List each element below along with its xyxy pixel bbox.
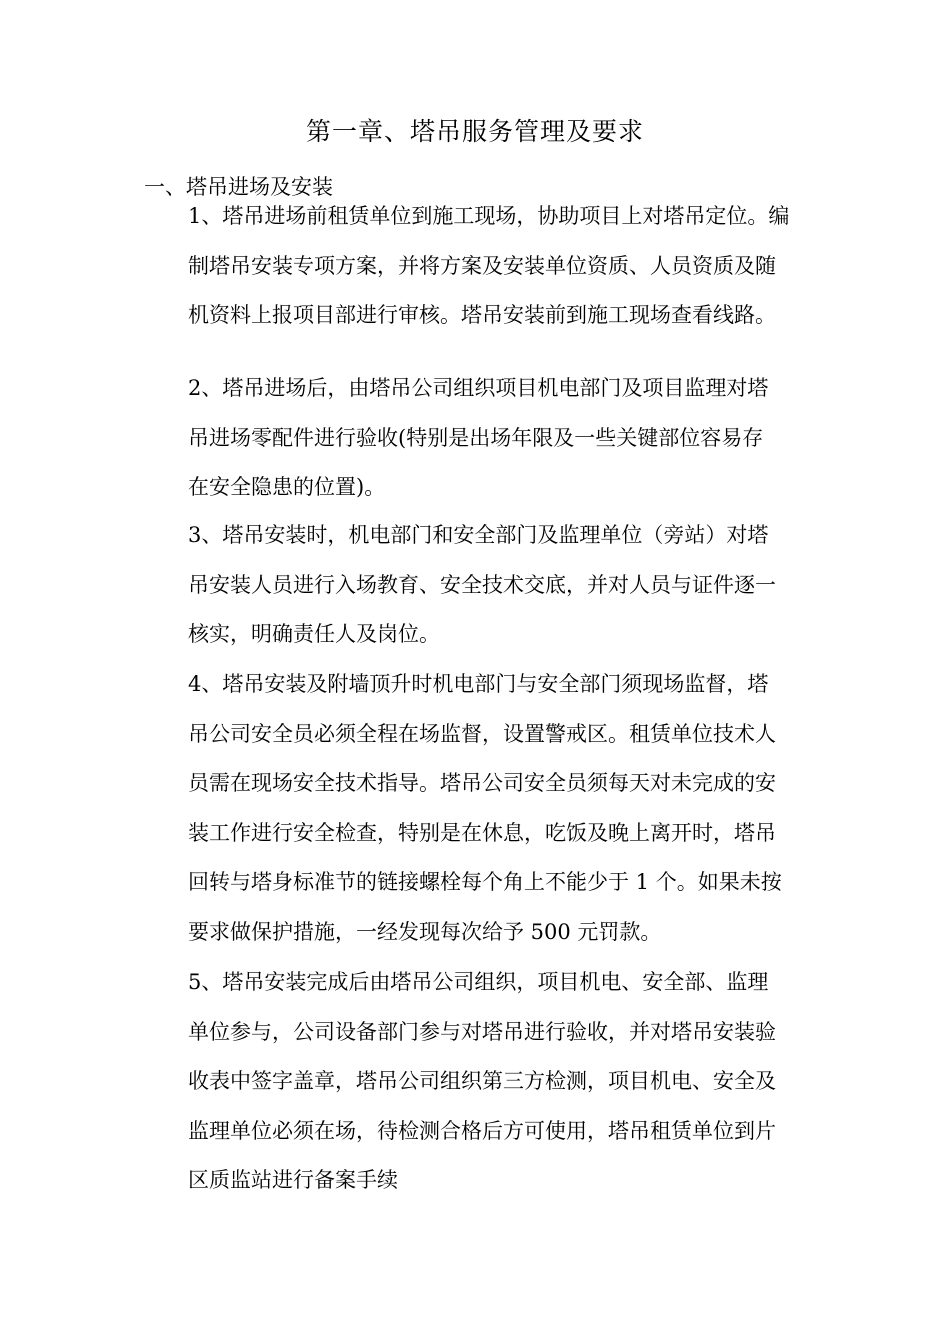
paragraph-line: 收表中签字盖章，塔吊公司组织第三方检测，项目机电、安全及 <box>188 1069 776 1093</box>
paragraph-line: 吊安装人员进行入场教育、安全技术交底，并对人员与证件逐一 <box>188 572 776 597</box>
page-title: 第一章、塔吊服务管理及要求 <box>305 117 644 146</box>
paragraph-line: 5、塔吊安装完成后由塔吊公司组织，项目机电、安全部、监理 <box>188 970 769 994</box>
paragraph-line: 制塔吊安装专项方案，并将方案及安装单位资质、人员资质及随 <box>188 253 776 278</box>
paragraph-3 <box>188 511 808 660</box>
paragraph-line: 吊进场零配件进行验收(特别是出场年限及一些关键部位容易存 <box>188 425 764 450</box>
paragraph-line: 核实，明确责任人及岗位。 <box>188 622 440 646</box>
paragraph-line: 在安全隐患的位置)。 <box>188 475 386 499</box>
paragraph-line: 装工作进行安全检查，特别是在休息，吃饭及晚上离开时，塔吊 <box>188 820 776 845</box>
paragraph-4 <box>188 660 808 957</box>
paragraph-line: 单位参与，公司设备部门参与对塔吊进行验收，并对塔吊安装验 <box>188 1019 776 1044</box>
paragraph-line: 要求做保护措施，一经发现每次给予 500 元罚款。 <box>188 919 662 944</box>
paragraph-line: 吊公司安全员必须全程在场监督，设置警戒区。租赁单位技术人 <box>188 721 776 746</box>
paragraph-2 <box>188 364 808 513</box>
paragraph-line: 1、塔吊进场前租赁单位到施工现场，协助项目上对塔吊定位。编 <box>188 204 790 228</box>
section-heading: 一、塔吊进场及安装 <box>144 175 333 199</box>
paragraph-1 <box>188 192 808 341</box>
paragraph-line: 监理单位必须在场，待检测合格后方可使用，塔吊租赁单位到片 <box>188 1118 776 1143</box>
paragraph-line: 员需在现场安全技术指导。塔吊公司安全员须每天对未完成的安 <box>188 771 776 795</box>
paragraph-line: 2、塔吊进场后，由塔吊公司组织项目机电部门及项目监理对塔 <box>188 376 769 400</box>
paragraph-line: 回转与塔身标准节的链接螺栓每个角上不能少于 1 个。如果未按 <box>188 870 782 894</box>
paragraph-line: 区质监站进行备案手续 <box>188 1168 398 1192</box>
paragraph-line: 4、塔吊安装及附墙顶升时机电部门与安全部门须现场监督，塔 <box>188 672 769 696</box>
paragraph-line: 3、塔吊安装时，机电部门和安全部门及监理单位（旁站）对塔 <box>188 523 769 547</box>
paragraph-line: 机资料上报项目部进行审核。塔吊安装前到施工现场查看线路。 <box>188 303 776 327</box>
paragraph-5 <box>188 958 808 1206</box>
